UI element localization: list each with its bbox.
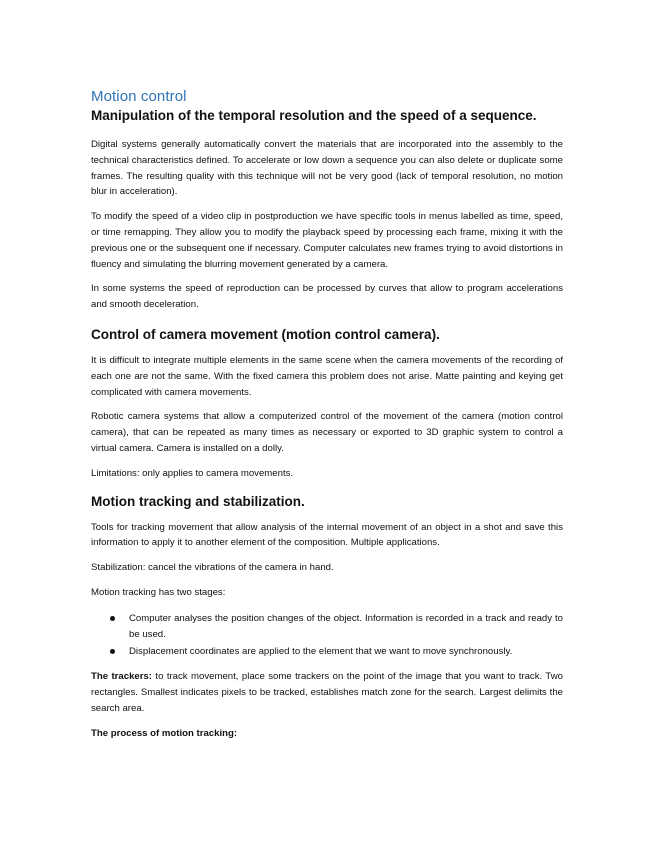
document-page — [91, 88, 563, 750]
trackers-text: to track movement, place some trackers on the point of the image that you want to track. Two rectangles. Smallest indicates pixels to be tracked, establishes match zone for the search. Largest delimits the search area. — [91, 671, 563, 714]
paragraph: To modify the speed of a video clip in postproduction we have specific tools in menus labelled as time, speed, or time remapping. They allow you to modify the playback speed by processing each frame, mixing it with the previous one or the subsequent one if necessary. Computer calculates new frames trying to avoid distortions in fluency and simulating the blurring movement generated by a camera. — [91, 211, 563, 270]
bullet-list — [91, 611, 563, 660]
paragraph: Digital systems generally automatically convert the materials that are incorporated into the assembly to the technical characteristics defined. To accelerate or low down a sequence you can also delete or duplicate some frames. The resulting quality with this technique will not be very good (lack of temporal resolution, no motion blur in acceleration). — [91, 139, 563, 198]
list-item — [91, 644, 563, 660]
list-item — [91, 611, 563, 643]
section-heading-temporal-resolution: Manipulation of the temporal resolution and the speed of a sequence. — [91, 108, 537, 123]
paragraph: Limitations: only applies to camera movements. — [91, 467, 294, 479]
paragraph: Stabilization: cancel the vibrations of the camera in hand. — [91, 562, 334, 574]
bullet-icon — [110, 616, 115, 621]
list-item-text: Displacement coordinates are applied to the element that we want to move synchronously. — [129, 646, 513, 658]
paragraph: In some systems the speed of reproduction can be processed by curves that allow to program accelerations and smooth deceleration. — [91, 283, 563, 311]
paragraph: Robotic camera systems that allow a computerized control of the movement of the camera (motion control camera), that can be repeated as many times as necessary or exported to 3D graphic system to control a virtual camera. Camera is installed on a dolly. — [91, 411, 563, 454]
paragraph: Tools for tracking movement that allow analysis of the internal movement of an object in a shot and save this information to apply it to another element of the composition. Multiple applications. — [91, 521, 563, 549]
list-item-text: Computer analyses the position changes of the object. Information is recorded in a track and ready to be used. — [129, 612, 563, 640]
paragraph-process — [91, 726, 563, 742]
bullet-icon — [110, 649, 115, 654]
paragraph: It is difficult to integrate multiple elements in the same scene when the camera movements of the recording of each one are not the same. With the fixed camera this problem does not arise. Matte painting and keying get complicated with camera movements. — [91, 354, 563, 398]
document-title: Motion control — [91, 88, 187, 105]
trackers-label: The trackers: — [91, 671, 152, 683]
process-label: The process of motion tracking: — [91, 727, 238, 739]
paragraph-trackers — [91, 669, 563, 716]
paragraph: Motion tracking has two stages: — [91, 586, 226, 598]
section-heading-camera-movement: Control of camera movement (motion control camera). — [91, 326, 440, 342]
section-heading-motion-tracking: Motion tracking and stabilization. — [91, 493, 305, 509]
